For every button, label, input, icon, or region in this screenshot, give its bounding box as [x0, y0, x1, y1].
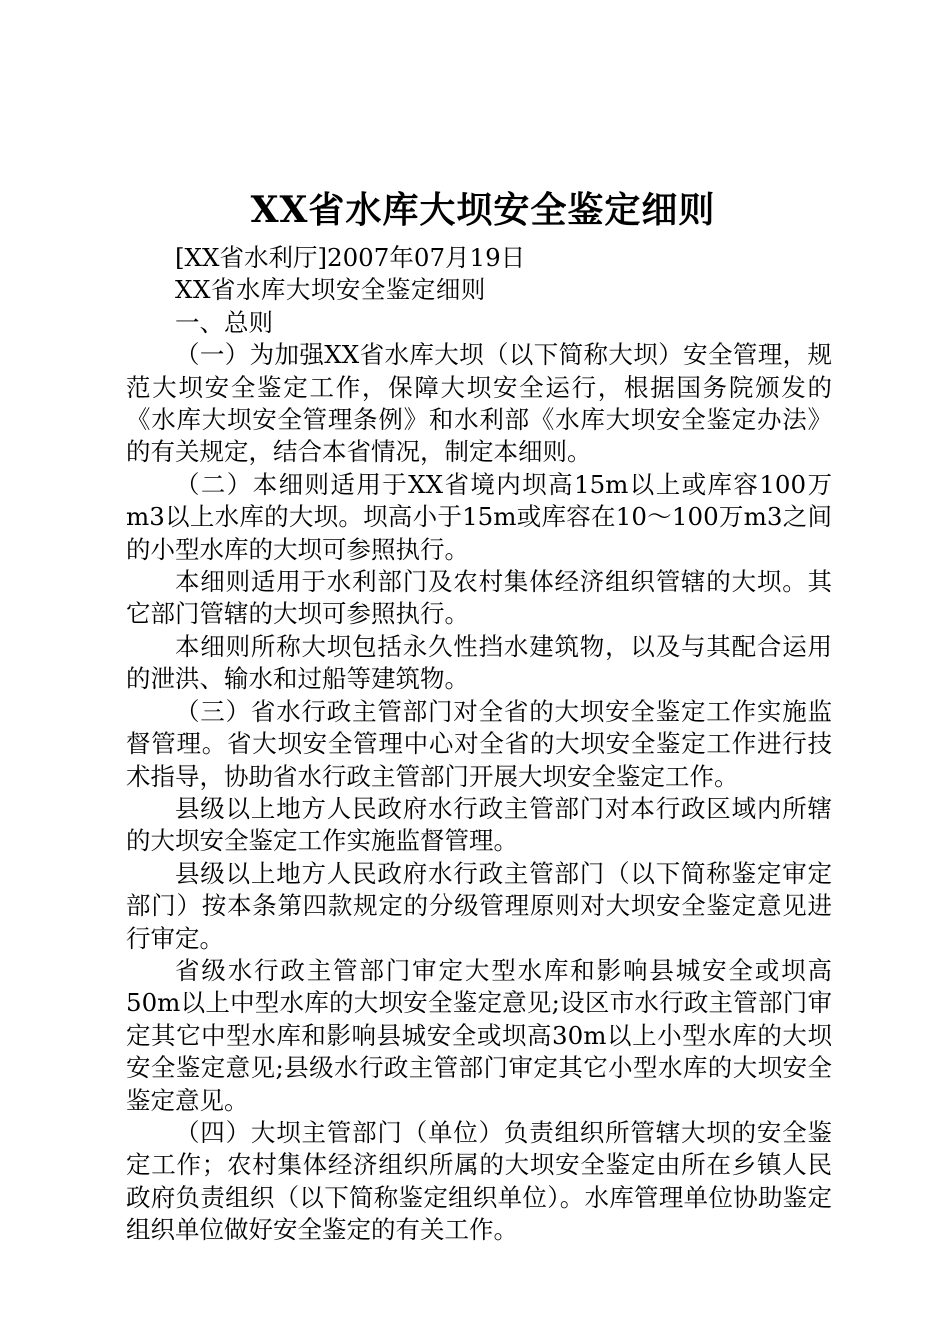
paragraph: （一）为加强XX省水库大坝（以下简称大坝）安全管理，规范大坝安全鉴定工作，保障大坝安全运行，根据国务院颁发的《水库大坝安全管理条例》和水利部《水库大坝安全鉴定办法》的有关规定，结合本省情况，制定本细则。 [126, 340, 832, 467]
paragraph: 县级以上地方人民政府水行政主管部门（以下简称鉴定审定部门）按本条第四款规定的分级管理原则对大坝安全鉴定意见进行审定。 [126, 858, 832, 953]
section-heading: 一、总则 [175, 307, 273, 337]
paragraph: 本细则适用于水利部门及农村集体经济组织管辖的大坝。其它部门管辖的大坝可参照执行。 [126, 567, 832, 629]
paragraph: 县级以上地方人民政府水行政主管部门对本行政区域内所辖的大坝安全鉴定工作实施监督管理。 [126, 793, 832, 856]
paragraph: （四）大坝主管部门（单位）负责组织所管辖大坝的安全鉴定工作；农村集体经济组织所属的大坝安全鉴定由所在乡镇人民政府负责组织（以下简称鉴定组织单位）。水库管理单位协助鉴定组织单位做好安全鉴定的有关工作。 [126, 1117, 832, 1245]
source-date-line: [XX省水利厅]2007年07月19日 [175, 243, 526, 272]
document-title: XX省水库大坝安全鉴定细则 [250, 189, 716, 231]
subtitle: XX省水库大坝安全鉴定细则 [175, 275, 486, 305]
paragraph: 省级水行政主管部门审定大型水库和影响县城安全或坝高50m以上中型水库的大坝安全鉴定意见;设区市水行政主管部门审定其它中型水库和影响县城安全或坝高30m以上小型水库的大坝安全鉴定意见;县级水行政主管部门审定其它小型水库的大坝安全鉴定意见。 [126, 955, 832, 1115]
document-body [126, 242, 832, 1247]
paragraph: （二）本细则适用于XX省境内坝高15m以上或库容100万m3以上水库的大坝。坝高小于15m或库容在10～100万m3之间的小型水库的大坝可参照执行。 [126, 469, 832, 564]
paragraph: （三）省水行政主管部门对全省的大坝安全鉴定工作实施监督管理。省大坝安全管理中心对全省的大坝安全鉴定工作进行技术指导，协助省水行政主管部门开展大坝安全鉴定工作。 [126, 696, 832, 791]
paragraph: 本细则所称大坝包括永久性挡水建筑物，以及与其配合运用的泄洪、输水和过船等建筑物。 [126, 631, 832, 694]
